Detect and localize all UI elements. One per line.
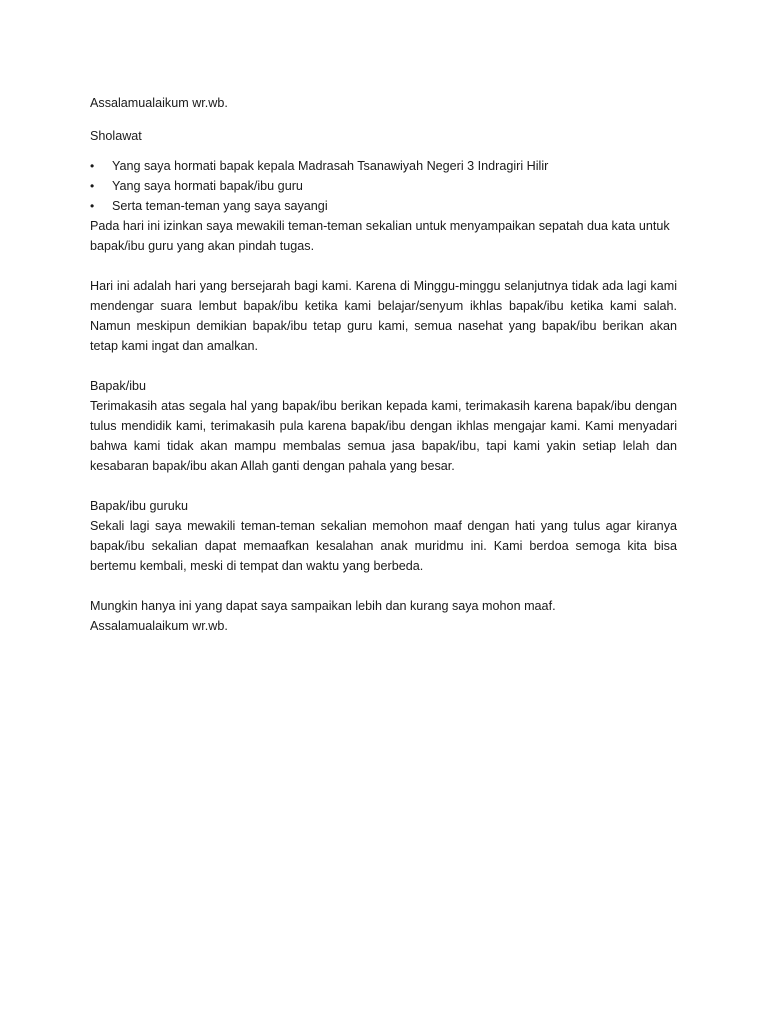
list-item-text: Serta teman-teman yang saya sayangi [112,199,328,213]
list-item [90,196,677,216]
heading-bapak-ibu: Bapak/ibu [90,379,147,393]
bullet-icon: • [90,179,95,193]
list-item-text: Yang saya hormati bapak kepala Madrasah Tsanawiyah Negeri 3 Indragiri Hilir [112,159,549,173]
greeting-opening: Assalamualaikum wr.wb. [90,96,228,110]
salutation-list [90,156,677,216]
heading-bapak-ibu-guruku: Bapak/ibu guruku [90,499,189,513]
list-item [90,156,677,176]
paragraph-history: Hari ini adalah hari yang bersejarah bagi kami. Karena di Minggu-minggu selanjutnya tidak ada lagi kami mendengar suara lembut bapak/ibu ketika kami belajar/senyum ikhlas bapak/ibu ketika kami salah. Namun meskipun demikian bapak/ibu tetap guru kami, semua nasehat yang bapak/ibu berikan akan tetap kami ingat dan amalkan. [90,279,677,353]
bullet-icon: • [90,199,95,213]
bullet-icon: • [90,159,95,173]
paragraph-apology: Sekali lagi saya mewakili teman-teman sekalian memohon maaf dengan hati yang tulus agar kiranya bapak/ibu sekalian dapat memaafkan kesalahan anak muridmu ini. Kami berdoa semoga kita bisa bertemu kembali, meski di tempat dan waktu yang berbeda. [90,519,677,573]
paragraph-closing: Mungkin hanya ini yang dapat saya sampaikan lebih dan kurang saya mohon maaf. [90,599,556,613]
paragraph-intro: Pada hari ini izinkan saya mewakili teman-teman sekalian untuk menyampaikan sepatah dua kata untuk bapak/ibu guru yang akan pindah tugas. [90,219,670,253]
document-page [90,93,677,636]
greeting-closing: Assalamualaikum wr.wb. [90,619,228,633]
list-item [90,176,677,196]
list-item-text: Yang saya hormati bapak/ibu guru [112,179,303,193]
sholawat-line: Sholawat [90,129,142,143]
paragraph-thanks: Terimakasih atas segala hal yang bapak/ibu berikan kepada kami, terimakasih karena bapak/ibu dengan tulus mendidik kami, terimakasih pula karena bapak/ibu dengan ikhlas mengajar kami. Kami menyadari bahwa kami tidak akan mampu membalas semua jasa bapak/ibu, tapi kami yakin setiap lelah dan kesabaran bapak/ibu akan Allah ganti dengan pahala yang besar. [90,399,677,473]
